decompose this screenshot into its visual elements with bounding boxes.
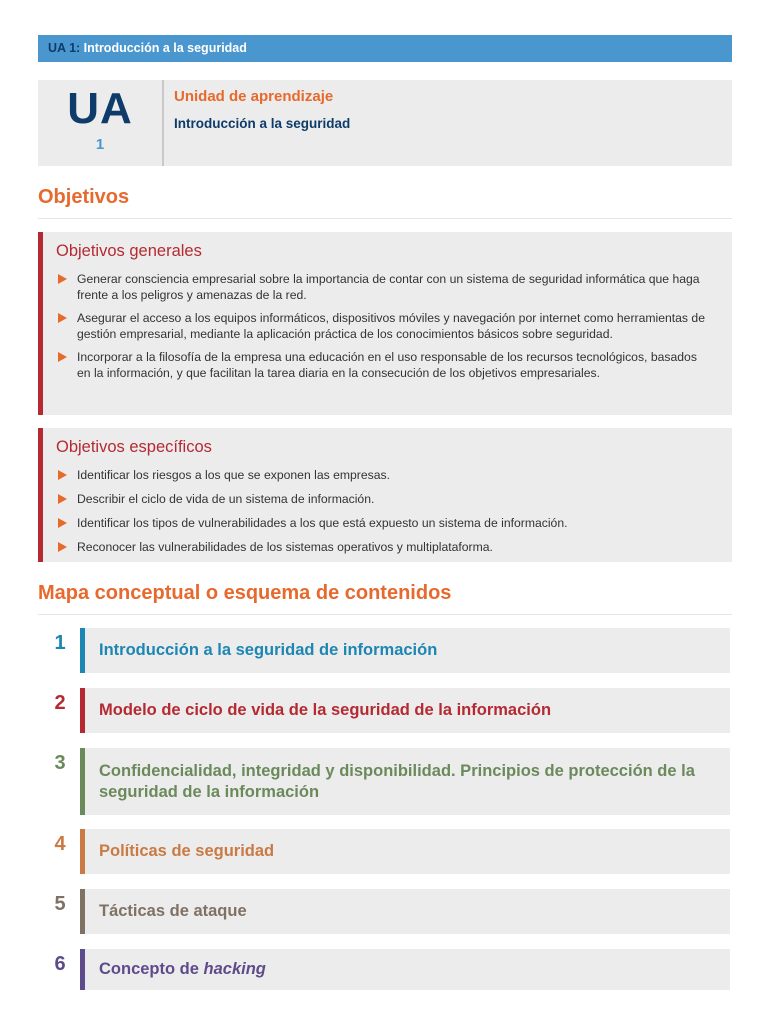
list-item <box>56 516 712 532</box>
unit-code-block <box>38 80 164 166</box>
unit-title: Introducción a la seguridad <box>174 116 351 131</box>
list-item-text: Asegurar el acceso a los equipos informáticos, dispositivos móviles y navegación por internet como herramientas de gestión empresarial, mediante la aplicación práctica de los conocimientos básicos sobre seguridad. <box>77 311 705 341</box>
triangle-bullet-icon <box>58 518 67 528</box>
concept-map-box <box>80 688 730 733</box>
list-item <box>56 350 712 381</box>
concept-map-box <box>80 628 730 673</box>
list-item-text: Describir el ciclo de vida de un sistema de información. <box>77 492 375 507</box>
list-item <box>56 311 712 342</box>
concept-map-text: Confidencialidad, integridad y disponibilidad. Principios de protección de la seguridad de la información <box>99 761 695 801</box>
concept-map-number: 1 <box>54 632 66 654</box>
list-item-text: Identificar los tipos de vulnerabilidades a los que está expuesto un sistema de información. <box>77 516 568 531</box>
header-unit-code: UA 1: <box>48 41 81 55</box>
list-item-text: Identificar los riesgos a los que se exponen las empresas. <box>77 468 390 482</box>
specific-objectives-heading: Objetivos específicos <box>56 438 212 456</box>
concept-map-text: Concepto de hacking <box>99 960 266 978</box>
objectives-title: Objetivos <box>38 186 732 219</box>
concept-map-item-4 <box>38 829 732 874</box>
triangle-bullet-icon <box>58 494 67 504</box>
concept-map-emphasis: hacking <box>203 960 266 978</box>
list-item <box>56 272 712 303</box>
unit-info-box <box>38 80 732 166</box>
unit-label: Unidad de aprendizaje <box>174 88 334 105</box>
concept-map-item-2 <box>38 688 732 733</box>
concept-map-item-6 <box>38 949 732 990</box>
general-objectives-list <box>56 272 712 381</box>
specific-objectives-list <box>56 468 712 556</box>
concept-map-text: Modelo de ciclo de vida de la seguridad de la información <box>99 701 552 719</box>
concept-map-title: Mapa conceptual o esquema de contenidos <box>38 582 732 615</box>
triangle-bullet-icon <box>58 352 67 362</box>
triangle-bullet-icon <box>58 274 67 284</box>
concept-map-text: Políticas de seguridad <box>99 842 275 860</box>
concept-map-text: Introducción a la seguridad de información <box>99 641 438 659</box>
list-item-text: Reconocer las vulnerabilidades de los sistemas operativos y multiplataforma. <box>77 540 493 555</box>
concept-map-number: 6 <box>54 953 66 975</box>
unit-number: 1 <box>95 136 105 153</box>
concept-map-box <box>80 949 730 990</box>
list-item <box>56 468 712 484</box>
triangle-bullet-icon <box>58 542 67 552</box>
concept-map-number: 3 <box>54 752 66 774</box>
general-objectives-heading: Objetivos generales <box>56 242 202 260</box>
concept-map-number: 5 <box>54 893 66 915</box>
list-item-text: Generar consciencia empresarial sobre la importancia de contar con un sistema de seguridad informática que haga frente a los peligros y amenazas de la red. <box>77 272 700 302</box>
concept-map-item-5 <box>38 889 732 934</box>
general-objectives-box <box>38 232 732 415</box>
triangle-bullet-icon <box>58 470 67 480</box>
list-item <box>56 492 712 508</box>
list-item-text: Incorporar a la filosofía de la empresa una educación en el uso responsable de los recursos tecnológicos, basados en la información, y que facilitan la tarea diaria en la consecución de los objetivos empresariales. <box>77 350 697 380</box>
unit-header-bar <box>38 35 732 62</box>
concept-map-item-3 <box>38 748 732 815</box>
concept-map-box <box>80 748 730 815</box>
unit-code: UA <box>67 84 133 133</box>
concept-map-number: 2 <box>54 692 66 714</box>
header-unit-title: Introducción a la seguridad <box>83 41 247 55</box>
concept-map-box <box>80 889 730 934</box>
specific-objectives-box <box>38 428 732 562</box>
concept-map-item-1 <box>38 628 732 673</box>
concept-map-text: Tácticas de ataque <box>99 902 247 920</box>
concept-map-number: 4 <box>54 833 66 855</box>
triangle-bullet-icon <box>58 313 67 323</box>
list-item <box>56 540 712 556</box>
concept-map-box <box>80 829 730 874</box>
